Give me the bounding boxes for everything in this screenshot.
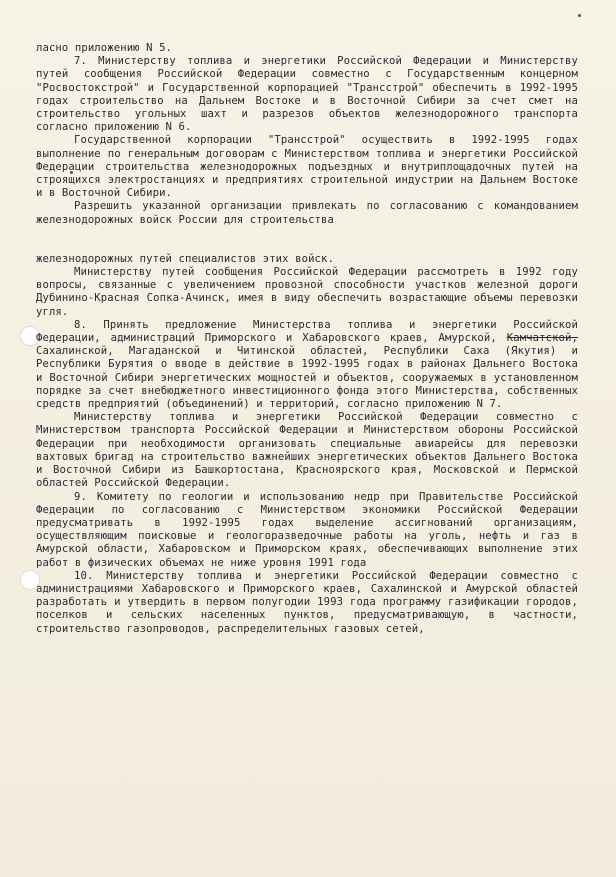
paragraph-item-8 [36,319,578,411]
blank-gap [36,227,578,253]
item-8-text-end: Сахалинской, Магаданской и Читинской областей, Республики Саха (Якутия) и Республики Бурятия о вводе в действие в 1992-1995 годах в районах Дальнего Востока и Восточной Сибири энергетических мощностей и объектов, сооружаемых в установленном порядке за счет внебюджетного инвестиционного фонда этого Министерства, собственных средств предприятий (объединений) и территорий, согласно приложению N 7. [36,345,578,411]
paragraph-troops: железнодорожных путей специалистов этих войск. [36,252,334,265]
paragraph-permission: Разрешить указанной организации привлекать по согласованию с командованием железнодорожных войск России для строительства [36,200,578,226]
paragraph-item-9: 9. Комитету по геологии и использованию недр при Правительстве Российской Федерации по согласованию с Министерством экономики Российской Федерации предусматривать в 1992-1995 годах выделение ассигнований организациям, осуществляющим поисковые и геологоразведочные работы на уголь, нефть и газ в Амурской области, Хабаровском и Приморском краях, обеспечивающих выполнение этих работ в физических объемах не ниже уровня 1991 года [36,490,578,569]
document-body [36,42,578,636]
paragraph-item-10: 10. Министерству топлива и энергетики Российской Федерации совместно с администрациями Хабаровского и Приморского краев, Сахалинской и Амурской областей разработать и утвердить в первом полугодии 1993 года программу газификации городов, поселков и сельских населенных пунктов, предусматривающую, в частности, строительство газопроводов, распределительных газовых сетей, [36,569,578,635]
paragraph-continuation: ласно приложению N 5. [36,42,173,54]
paragraph-railways: Министерству путей сообщения Российской Федерации рассмотреть в 1992 году вопросы, связанные с увеличением провозной способности участков железной дороги Дубинино-Красная Сопка-Ачинск, имея в виду обеспечить возрастающие объемы перевозки угля. [36,266,578,318]
paragraph-airflights: Министерству топлива и энергетики Российской Федерации совместно с Министерством транспорта Российской Федерации и Министерством обороны Российской Федерации при необходимости организовать специальные авиарейсы для перевозки вахтовых бригад на строительство важнейших энергетических объектов Дальнего Востока и Восточной Сибири из Башкортостана, Красноярского края, Московской и Пермской областей Российской Федерации. [36,411,578,490]
paragraph-transstroy: Государственной корпорации "Трансстрой" осуществить в 1992-1995 годах выполнение по генеральным договорам с Министерством топлива и энергетики Российской Федерации строительства железнодорожных подъездных и внутриплощадочных путей на строящихся электростанциях и предприятиях строительной индустрии на Дальнем Востоке и в Восточной Сибири. [36,134,578,200]
paragraph-item-7: 7. Министерству топлива и энергетики Российской Федерации и Министерству путей сообщения Российской Федерации совместно с Государственным концерном "Росвостокстрой" и Государственной корпорацией "Трансстрой" обеспечить в 1992-1995 годах строительство на Дальнем Востоке и в Восточной Сибири за счет смет на строительство угольных шахт и разрезов объектов железнодорожного транспорта согласно приложению N 6. [36,55,578,134]
struck-text: Камчатской, [506,332,578,345]
margin-mark [578,14,581,17]
item-8-text-start: 8. Принять предложение Министерства топлива и энергетики Российской Федерации, администраций Приморского и Хабаровского краев, Амурской, [36,318,578,345]
